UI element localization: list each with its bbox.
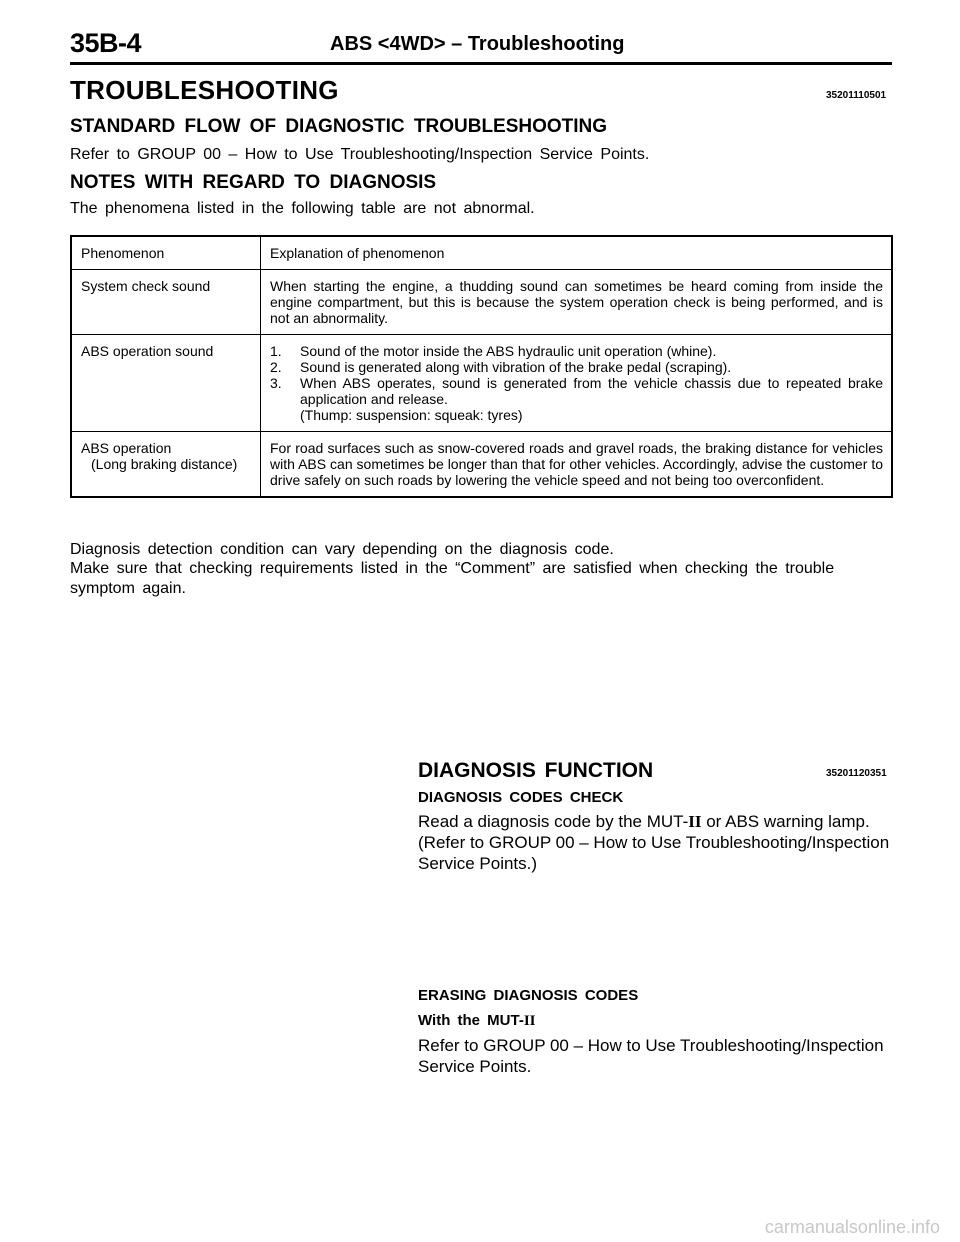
erasing-text: Refer to GROUP 00 – How to Use Troubleshooting/Inspection Service Points. xyxy=(418,1036,884,1076)
troubleshooting-title: TROUBLESHOOTING xyxy=(70,75,339,105)
erasing-heading: ERASING DIAGNOSIS CODES xyxy=(418,987,639,1004)
sound-note: (Thump: suspension: squeak: tyres) xyxy=(300,407,523,423)
phenomenon-cell: System check sound xyxy=(71,270,261,335)
section-code: 35B-4 xyxy=(70,28,142,58)
standard-flow-heading: STANDARD FLOW OF DIAGNOSTIC TROUBLESHOOTING xyxy=(70,116,608,137)
troubleshooting-code: 35201110501 xyxy=(826,90,887,101)
phenomenon-cell: ABS operation (Long braking distance) xyxy=(71,432,261,498)
checking-requirements-text: Make sure that checking requirements listed in the “Comment” are satisfied when checking the trouble symptom again. xyxy=(70,560,835,597)
explanation-cell: When starting the engine, a thudding sound can sometimes be heard coming from inside the engine compartment, but this is because the system operation check is being performed, and is not an abnormality. xyxy=(261,270,893,335)
list-item: 2. Sound is generated along with vibration of the brake pedal (scraping). xyxy=(270,359,732,375)
page-header-title: ABS <4WD> – Troubleshooting xyxy=(330,33,625,55)
column-header-explanation: Explanation of phenomenon xyxy=(261,236,893,270)
header-divider xyxy=(70,62,892,65)
phenomena-table xyxy=(70,235,893,498)
codes-check-heading: DIAGNOSIS CODES CHECK xyxy=(418,789,624,806)
diagnosis-function-title: DIAGNOSIS FUNCTION xyxy=(418,759,654,782)
table-row xyxy=(71,432,892,498)
table-row xyxy=(71,270,892,335)
table-row xyxy=(71,335,892,432)
list-item: 1. Sound of the motor inside the ABS hydraulic unit operation (whine). xyxy=(270,343,717,359)
list-item: 3. When ABS operates, sound is generated from the vehicle chassis due to repeated brake application and release. xyxy=(270,375,883,407)
phenomenon-cell: ABS operation sound xyxy=(71,335,261,432)
notes-intro: The phenomena listed in the following table are not abnormal. xyxy=(70,200,535,217)
standard-flow-text: Refer to GROUP 00 – How to Use Troubleshooting/Inspection Service Points. xyxy=(70,146,650,163)
table-header-row xyxy=(71,236,892,270)
with-mut-label: With the MUT-II xyxy=(418,1012,536,1029)
codes-check-text: Read a diagnosis code by the MUT-II or ABS warning lamp. (Refer to GROUP 00 – How to Use Troubleshooting/Inspection Service Points.) xyxy=(418,812,890,873)
column-header-phenomenon: Phenomenon xyxy=(71,236,261,270)
explanation-cell: For road surfaces such as snow-covered roads and gravel roads, the braking distance for vehicles with ABS can sometimes be longer than that for other vehicles. Accordingly, advise the customer to drive safely on such roads by lowering the vehicle speed and not being too overconfident. xyxy=(261,432,893,498)
notes-heading: NOTES WITH REGARD TO DIAGNOSIS xyxy=(70,172,437,193)
diagnosis-function-code: 35201120351 xyxy=(826,768,887,779)
detection-condition-text: Diagnosis detection condition can vary depending on the diagnosis code. xyxy=(70,541,614,558)
explanation-cell xyxy=(261,335,893,432)
watermark: carmanualsonline.info xyxy=(764,1217,940,1237)
